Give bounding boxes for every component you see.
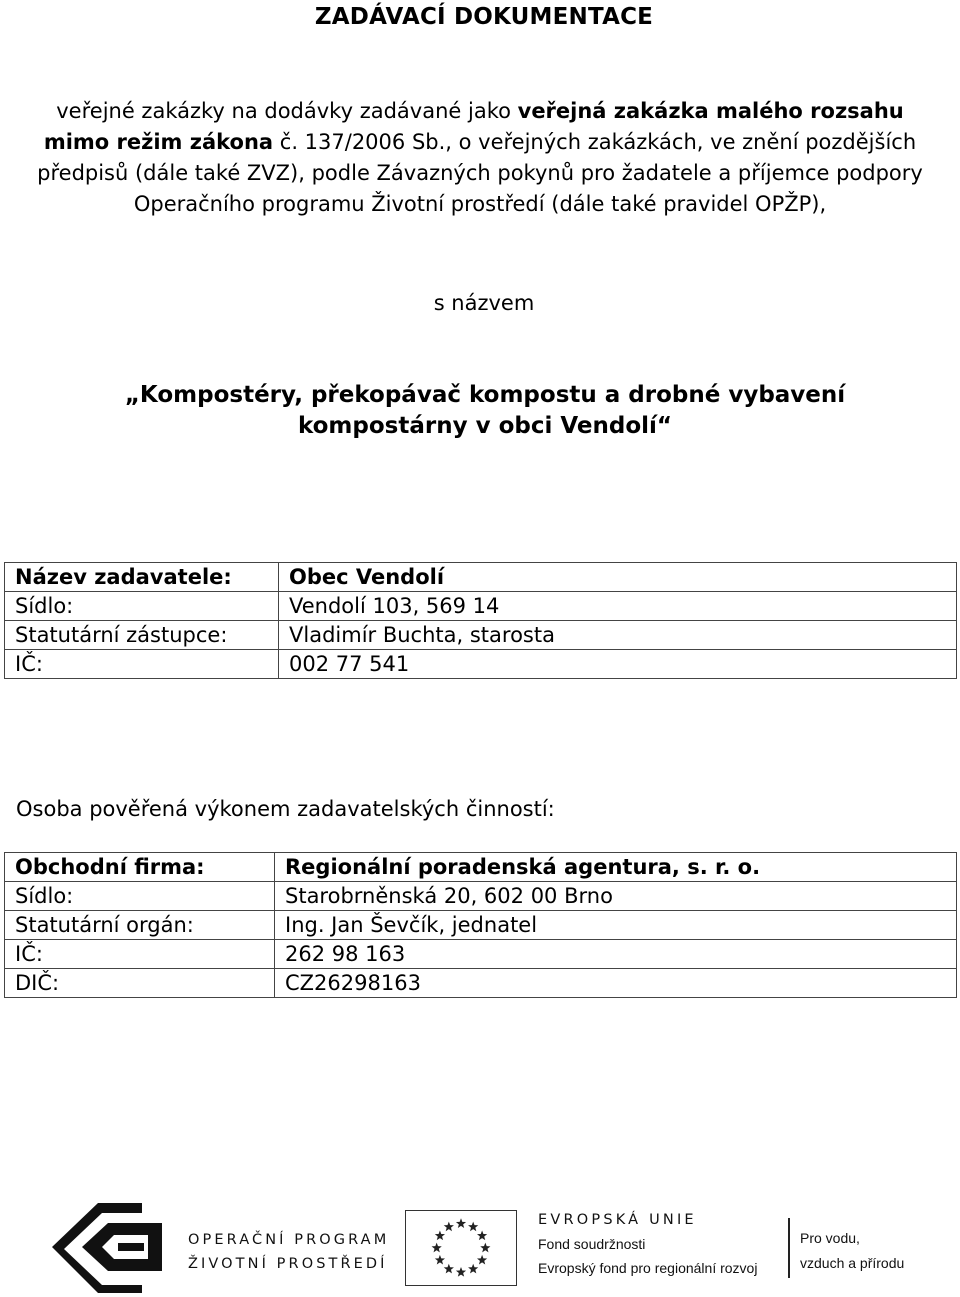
eu-star [435,1230,445,1240]
table-row [5,650,957,679]
table-row [5,940,957,969]
authorized-person-table [4,852,957,998]
eu-star [468,1222,478,1232]
eu-fund-2: Evropský fond pro regionální rozvoj [538,1260,758,1276]
eu-fund-1: Fond soudržnosti [538,1236,646,1252]
table-row [5,882,957,911]
eu-star [432,1243,442,1253]
intro-text-1: veřejné zakázky na dodávky zadávané jako [56,99,518,123]
slogan [800,1226,904,1276]
table-row [5,563,957,592]
footer-logos [0,1198,960,1297]
row-label: Statutární orgán: [5,911,275,940]
row-label: Název zadavatele: [5,563,279,592]
row-label: IČ: [5,650,279,679]
eu-flag-icon [405,1210,517,1286]
row-label: Sídlo: [5,592,279,621]
eu-star [477,1255,487,1265]
row-label: IČ: [5,940,275,969]
row-label: DIČ: [5,969,275,998]
named-label: s názvem [433,291,535,315]
opzp-text [188,1228,389,1276]
eu-star [444,1222,454,1232]
opzp-line-2: ŽIVOTNÍ PROSTŘEDÍ [188,1256,388,1272]
eu-star [435,1255,445,1265]
eu-title: EVROPSKÁ UNIE [538,1212,697,1228]
footer-divider [788,1218,790,1278]
opzp-logo-icon [52,1203,170,1293]
opzp-line-1: OPERAČNÍ PROGRAM [188,1232,390,1248]
row-value: Obec Vendolí [279,563,957,592]
row-value: Starobrněnská 20, 602 00 Brno [275,882,957,911]
contracting-authority-table [4,562,957,679]
eu-star [480,1243,490,1253]
eu-star [477,1230,487,1240]
table-row [5,969,957,998]
row-value: 262 98 163 [275,940,957,969]
row-value: Regionální poradenská agentura, s. r. o. [275,853,957,882]
document-title: ZADÁVACÍ DOKUMENTACE [314,4,654,30]
row-value: Ing. Jan Ševčík, jednatel [275,911,957,940]
row-value: Vladimír Buchta, starosta [279,621,957,650]
row-value: CZ26298163 [275,969,957,998]
table-row [5,592,957,621]
eu-star [444,1264,454,1274]
table-row [5,621,957,650]
eu-star [468,1264,478,1274]
intro-paragraph [20,96,940,220]
eu-text [538,1212,757,1276]
table-row [5,911,957,940]
project-name: „Kompostéry, překopávač kompostu a drobné vybavení kompostárny v obci Vendolí“ [124,382,846,439]
eu-star [456,1267,466,1277]
row-label: Statutární zástupce: [5,621,279,650]
row-value: 002 77 541 [279,650,957,679]
row-label: Obchodní firma: [5,853,275,882]
slogan-line-2: vzduch a přírodu [800,1255,905,1271]
intro-text-bold: veřejná zakázka malého rozsahu mimo režim zákona [43,99,904,154]
row-label: Sídlo: [5,882,275,911]
slogan-line-1: Pro vodu, [800,1230,860,1246]
intro-text-2: č. 137/2006 Sb., o veřejných zakázkách, ve znění pozdějších předpisů (dále také ZVZ), podle Závazných pokynů pro žadatele a příjemce podpory Operačního programu Životní prostředí (dále také pravidel OPŽP), [37,130,923,216]
row-value: Vendolí 103, 569 14 [279,592,957,621]
eu-star [456,1218,466,1228]
table-row [5,853,957,882]
authorized-person-heading: Osoba pověřená výkonem zadavatelských činností: [16,797,555,821]
